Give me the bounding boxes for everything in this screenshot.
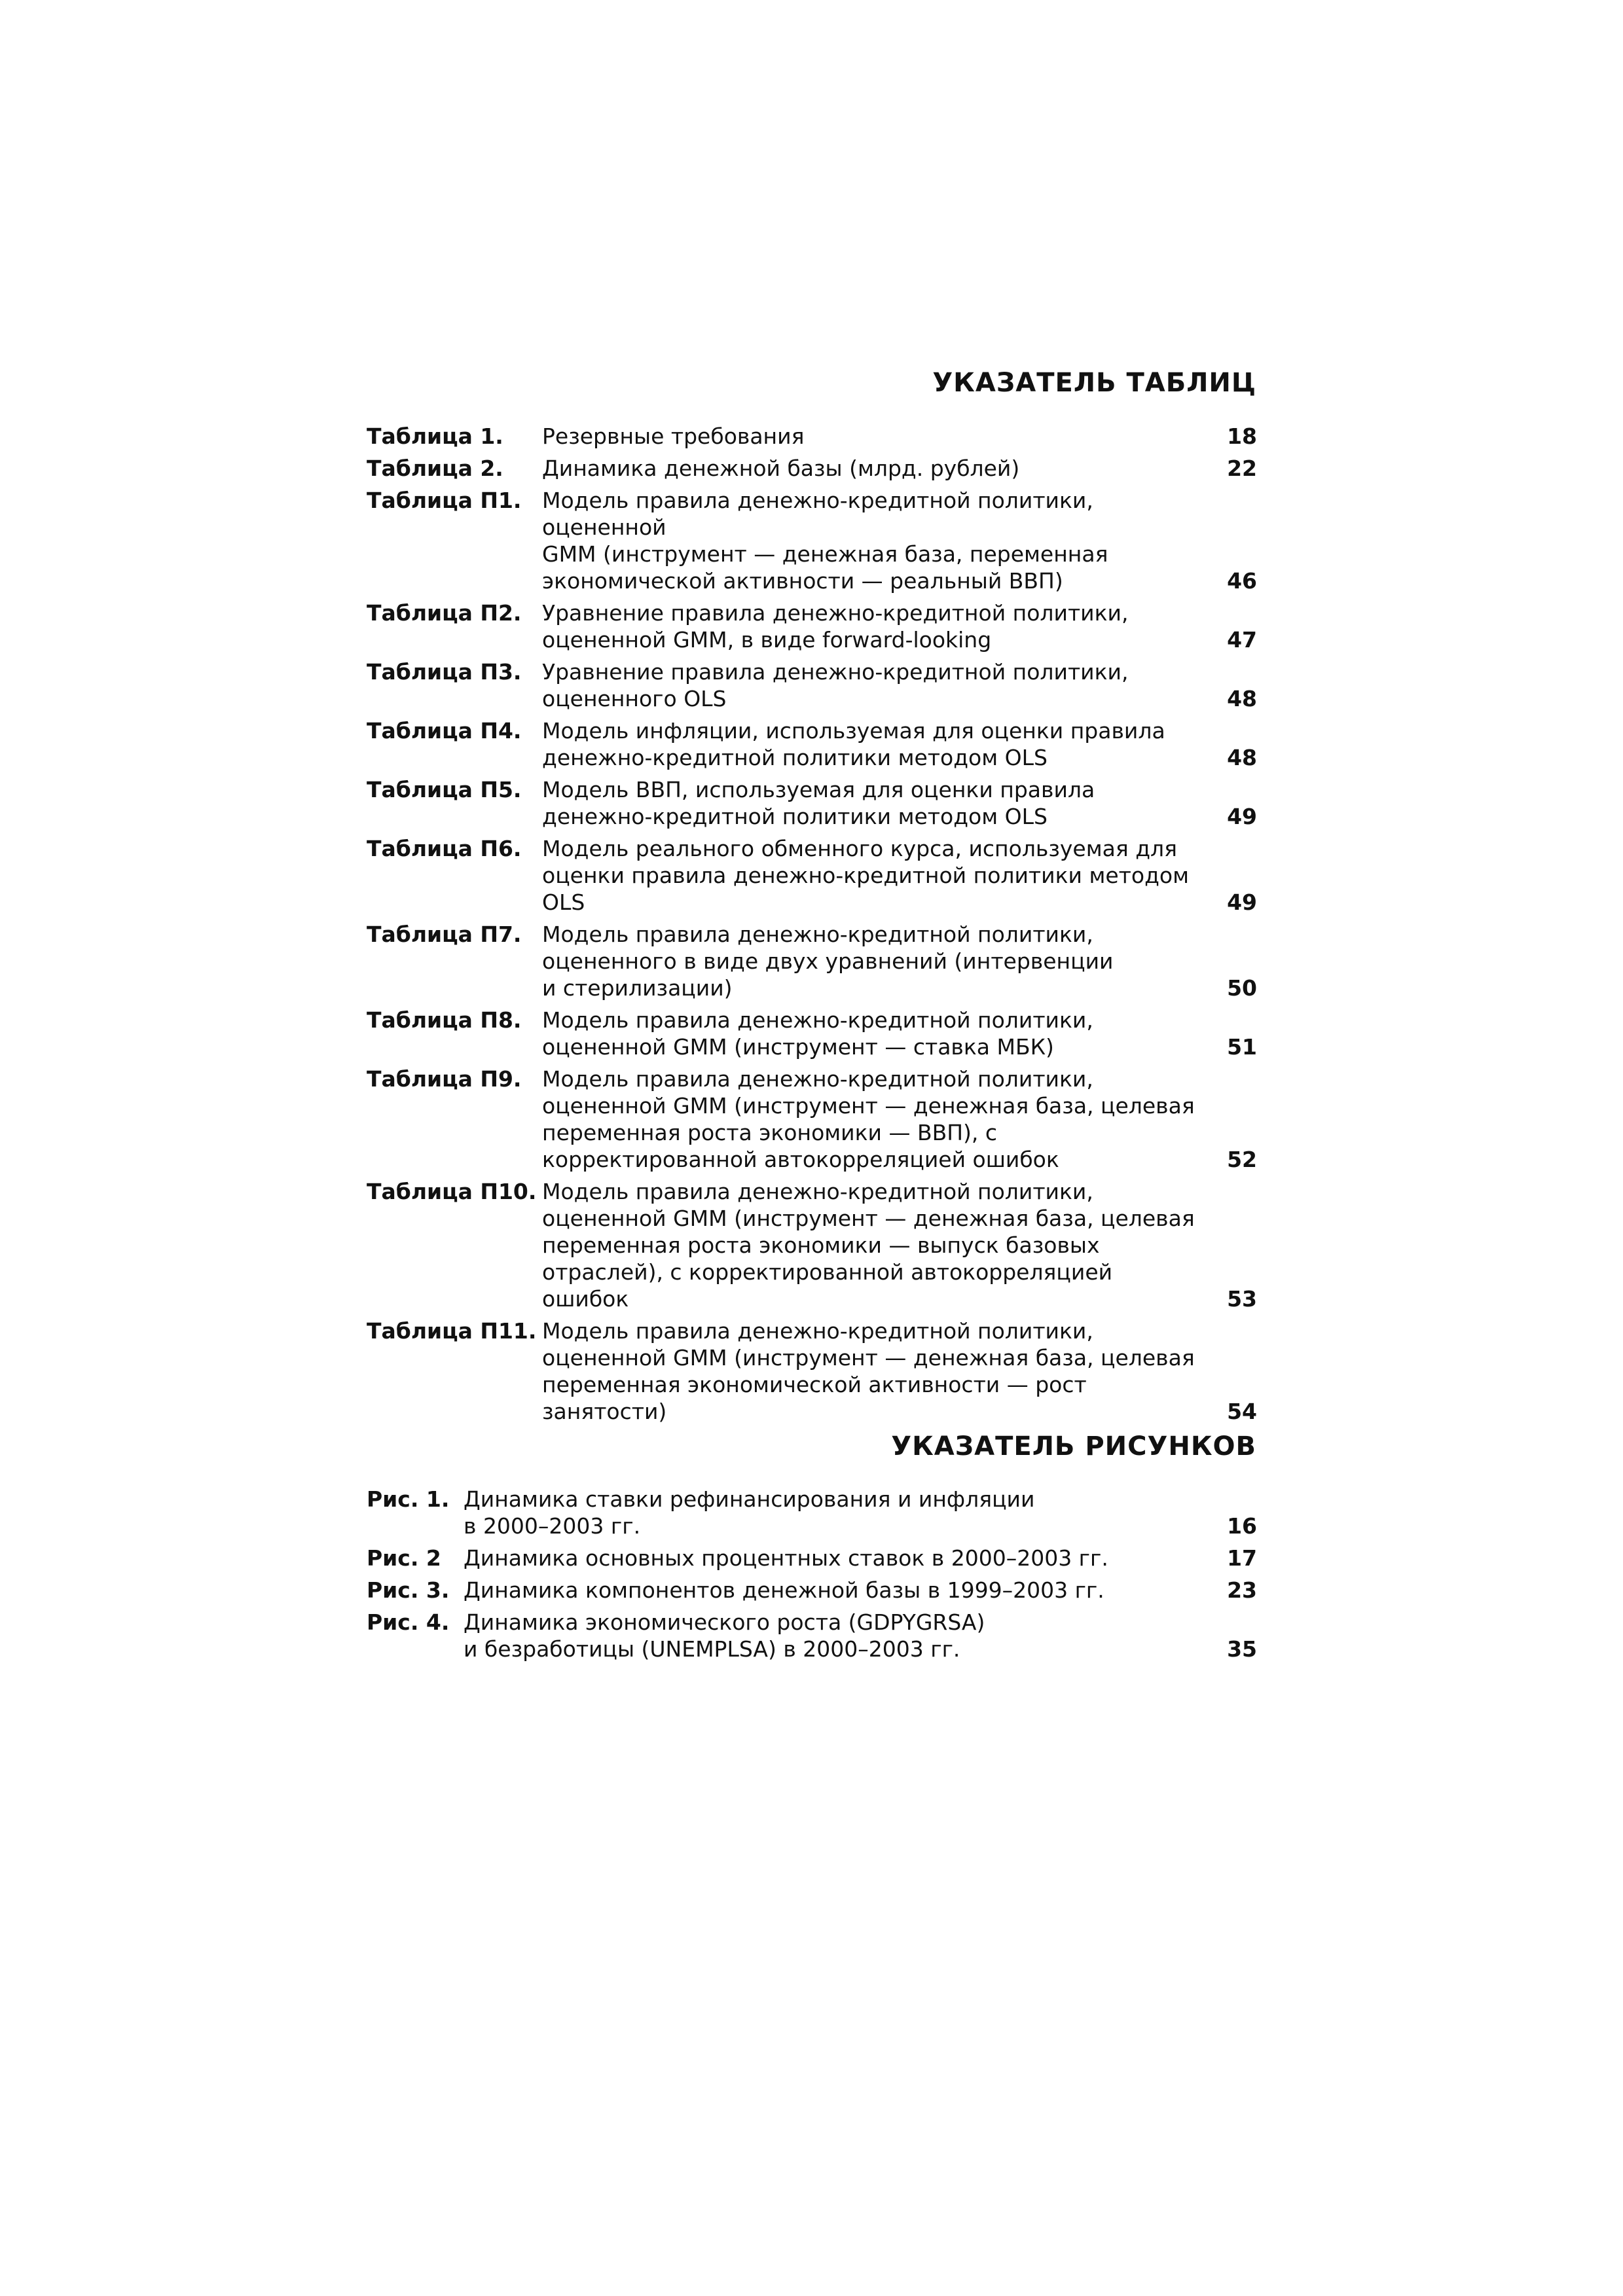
toc-entry	[367, 776, 1257, 830]
toc-entry	[367, 455, 1257, 482]
toc-entry	[367, 921, 1257, 1001]
entry-label: Таблица П2.	[367, 600, 522, 626]
entry-title	[542, 921, 1211, 1001]
entry-title-line: Уравнение правила денежно-кредитной политики,	[542, 600, 1129, 626]
entry-title-line: Уравнение правила денежно-кредитной политики,	[542, 659, 1129, 685]
entry-title-line: экономической активности — реальный ВВП)	[542, 568, 1063, 594]
entry-label: Рис. 1.	[367, 1486, 450, 1512]
entry-page-number: 47	[1227, 627, 1257, 653]
entry-page-number: 48	[1227, 686, 1257, 711]
entry-label: Таблица П5.	[367, 777, 522, 802]
entry-label: Таблица П7.	[367, 922, 522, 947]
entry-title-line: переменная роста экономики — ВВП), с	[542, 1120, 998, 1145]
entry-title	[542, 1066, 1211, 1173]
entry-title-line: отраслей), с корректированной автокорреляцией	[542, 1259, 1113, 1285]
toc-entry	[367, 423, 1257, 450]
entry-title	[542, 717, 1211, 771]
entry-label: Таблица П11.	[367, 1318, 537, 1344]
entry-title-line: переменная роста экономики — выпуск базовых	[542, 1232, 1100, 1258]
entry-title-line: Модель ВВП, используемая для оценки правила	[542, 777, 1095, 802]
toc-entry	[367, 1486, 1257, 1539]
toc-entry	[367, 1609, 1257, 1662]
entry-label: Таблица 2.	[367, 456, 503, 481]
figures-index-heading: УКАЗАТЕЛЬ РИСУНКОВ	[891, 1431, 1256, 1462]
entry-page-number: 23	[1227, 1577, 1257, 1603]
entry-title-line: Модель инфляции, используемая для оценки правила	[542, 718, 1165, 744]
entry-page-number: 50	[1227, 975, 1257, 1001]
entry-title-line: Резервные требования	[542, 423, 805, 449]
toc-entry	[367, 487, 1257, 594]
entry-title-line: и безработицы (UNEMPLSA) в 2000–2003 гг.	[464, 1636, 960, 1662]
entry-title	[464, 1486, 1211, 1539]
entry-title-line: оцененного в виде двух уравнений (интервенции	[542, 948, 1114, 974]
entry-title-line: оценки правила денежно-кредитной политики методом OLS	[542, 863, 1189, 915]
entry-title	[464, 1545, 1211, 1571]
entry-title-line: Динамика экономического роста (GDPYGRSA)	[464, 1609, 985, 1635]
toc-entry	[367, 1545, 1257, 1571]
entry-label: Таблица П4.	[367, 718, 522, 744]
entry-title-line: переменная экономической активности — рост	[542, 1372, 1087, 1397]
tables-index-list	[367, 423, 1257, 1430]
entry-title-line: Модель правила денежно-кредитной политики,	[542, 1179, 1093, 1204]
entry-label: Таблица П8.	[367, 1007, 522, 1033]
tables-index-heading: УКАЗАТЕЛЬ ТАБЛИЦ	[932, 368, 1256, 398]
entry-title-line: оцененной GMM (инструмент — денежная база, целевая	[542, 1093, 1195, 1119]
entry-label: Таблица П1.	[367, 488, 522, 513]
toc-entry	[367, 1066, 1257, 1173]
entry-title	[542, 776, 1211, 830]
entry-title-line: в 2000–2003 гг.	[464, 1513, 641, 1539]
entry-title	[542, 1318, 1211, 1425]
entry-page-number: 22	[1227, 456, 1257, 481]
entry-title-line: GMM (инструмент — денежная база, переменная	[542, 541, 1108, 567]
entry-label: Таблица П6.	[367, 836, 522, 861]
entry-label: Рис. 2	[367, 1545, 441, 1571]
toc-entry	[367, 658, 1257, 712]
entry-title	[542, 1007, 1211, 1060]
entry-title	[542, 600, 1211, 653]
entry-title-line: Модель правила денежно-кредитной политики,	[542, 922, 1093, 947]
entry-title	[542, 1178, 1211, 1312]
entry-title-line: оцененного OLS	[542, 686, 727, 711]
entry-page-number: 46	[1227, 568, 1257, 594]
entry-title	[464, 1609, 1211, 1662]
toc-entry	[367, 1577, 1257, 1604]
entry-label: Таблица 1.	[367, 423, 503, 449]
toc-entry	[367, 1318, 1257, 1425]
entry-page-number: 52	[1227, 1147, 1257, 1172]
toc-entry	[367, 600, 1257, 653]
entry-page-number: 17	[1227, 1545, 1257, 1571]
entry-label: Рис. 3.	[367, 1577, 450, 1603]
entry-title-line: Модель правила денежно-кредитной политики,	[542, 1007, 1093, 1033]
entry-title	[542, 423, 1211, 450]
entry-title-line: корректированной автокорреляцией ошибок	[542, 1147, 1059, 1172]
toc-entry	[367, 717, 1257, 771]
entry-page-number: 49	[1227, 889, 1257, 915]
toc-entry	[367, 1007, 1257, 1060]
entry-title-line: оцененной GMM (инструмент — денежная база, целевая	[542, 1206, 1195, 1231]
entry-title-line: денежно-кредитной политики методом OLS	[542, 804, 1048, 829]
entry-title	[542, 487, 1211, 594]
toc-entry	[367, 835, 1257, 916]
entry-page-number: 53	[1227, 1286, 1257, 1312]
entry-title-line: Динамика основных процентных ставок в 2000–2003 гг.	[464, 1545, 1108, 1571]
entry-title-line: Модель правила денежно-кредитной политики, оцененной	[542, 488, 1093, 540]
entry-title-line: и стерилизации)	[542, 975, 733, 1001]
entry-page-number: 48	[1227, 745, 1257, 770]
entry-title-line: Динамика компонентов денежной базы в 1999–2003 гг.	[464, 1577, 1104, 1603]
entry-label: Таблица П10.	[367, 1179, 537, 1204]
entry-title-line: Динамика ставки рефинансирования и инфляции	[464, 1486, 1035, 1512]
entry-page-number: 16	[1227, 1513, 1257, 1539]
figures-index-list	[367, 1486, 1257, 1668]
toc-entry	[367, 1178, 1257, 1312]
entry-title-line: занятости)	[542, 1399, 667, 1424]
entry-title-line: Модель правила денежно-кредитной политики,	[542, 1318, 1093, 1344]
entry-page-number: 18	[1227, 423, 1257, 449]
entry-title-line: оцененной GMM (инструмент — ставка МБК)	[542, 1034, 1054, 1060]
entry-page-number: 49	[1227, 804, 1257, 829]
entry-title-line: оцененной GMM (инструмент — денежная база, целевая	[542, 1345, 1195, 1371]
entry-title-line: оцененной GMM, в виде forward-looking	[542, 627, 992, 653]
entry-title-line: денежно-кредитной политики методом OLS	[542, 745, 1048, 770]
entry-title-line: Динамика денежной базы (млрд. рублей)	[542, 456, 1020, 481]
entry-title	[542, 455, 1211, 482]
entry-title	[464, 1577, 1211, 1604]
entry-label: Рис. 4.	[367, 1609, 450, 1635]
entry-label: Таблица П3.	[367, 659, 522, 685]
entry-title	[542, 658, 1211, 712]
entry-page-number: 35	[1227, 1636, 1257, 1662]
entry-title-line: ошибок	[542, 1286, 629, 1312]
entry-page-number: 51	[1227, 1034, 1257, 1060]
entry-label: Таблица П9.	[367, 1066, 522, 1092]
entry-page-number: 54	[1227, 1399, 1257, 1424]
entry-title	[542, 835, 1211, 916]
entry-title-line: Модель реального обменного курса, используемая для	[542, 836, 1177, 861]
entry-title-line: Модель правила денежно-кредитной политики,	[542, 1066, 1093, 1092]
